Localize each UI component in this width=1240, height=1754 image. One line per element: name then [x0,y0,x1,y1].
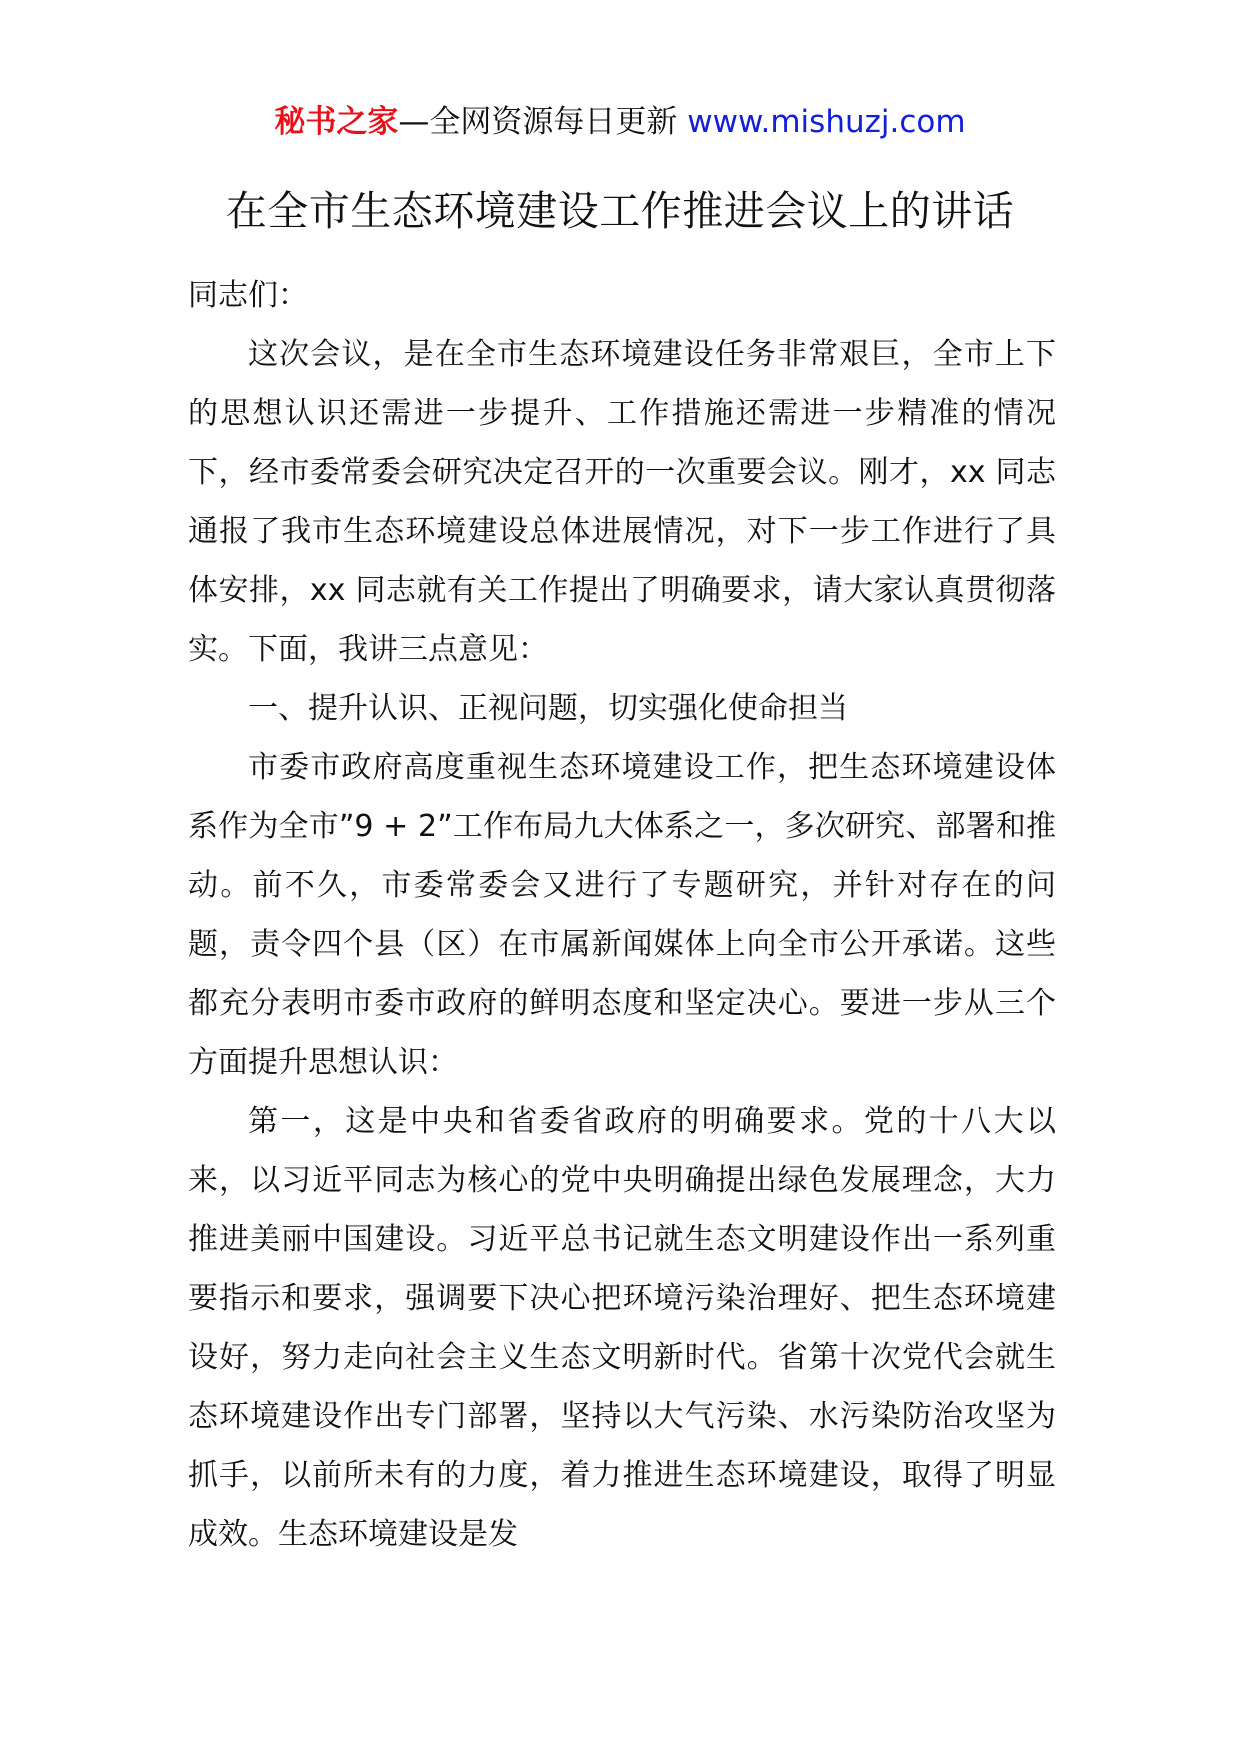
paragraph-intro: 这次会议，是在全市生态环境建设任务非常艰巨，全市上下的思想认识还需进一步提升、工作措施还需进一步精准的情况下，经市委常委会研究决定召开的一次重要会议。刚才，xx 同志通报了我市生态环境建设总体进展情况，对下一步工作进行了具体安排，xx 同志就有关工作提出了明确要求，请大家认真贯彻落实。下面，我讲三点意见： [188,337,1056,667]
site-header [0,102,1240,142]
section-heading-1: 一、提升认识、正视问题，切实强化使命担当 [248,691,848,726]
document-title: 在全市生态环境建设工作推进会议上的讲话 [225,187,1015,235]
site-url-link[interactable]: www.mishuzj.com [687,104,966,140]
site-brand: 秘书之家 [274,104,399,140]
paragraph-section-1: 市委市政府高度重视生态环境建设工作，把生态环境建设体系作为全市”9 + 2”工作布局九大体系之一，多次研究、部署和推动。前不久，市委常委会又进行了专题研究，并针对存在的问题，责令四个县（区）在市属新闻媒体上向全市公开承诺。这些都充分表明市委市政府的鲜明态度和坚定决心。要进一步从三个方面提升思想认识： [188,750,1056,1080]
site-tagline: —全网资源每日更新 [398,104,688,140]
paragraph-point-1: 第一，这是中央和省委省政府的明确要求。党的十八大以来，以习近平同志为核心的党中央明确提出绿色发展理念，大力推进美丽中国建设。习近平总书记就生态文明建设作出一系列重要指示和要求，强调要下决心把环境污染治理好、把生态环境建设好，努力走向社会主义生态文明新时代。省第十次党代会就生态环境建设作出专门部署，坚持以大气污染、水污染防治攻坚为抓手，以前所未有的力度，着力推进生态环境建设，取得了明显成效。生态环境建设是发 [188,1104,1056,1552]
document-body [188,266,1056,1564]
salutation: 同志们： [188,278,308,313]
